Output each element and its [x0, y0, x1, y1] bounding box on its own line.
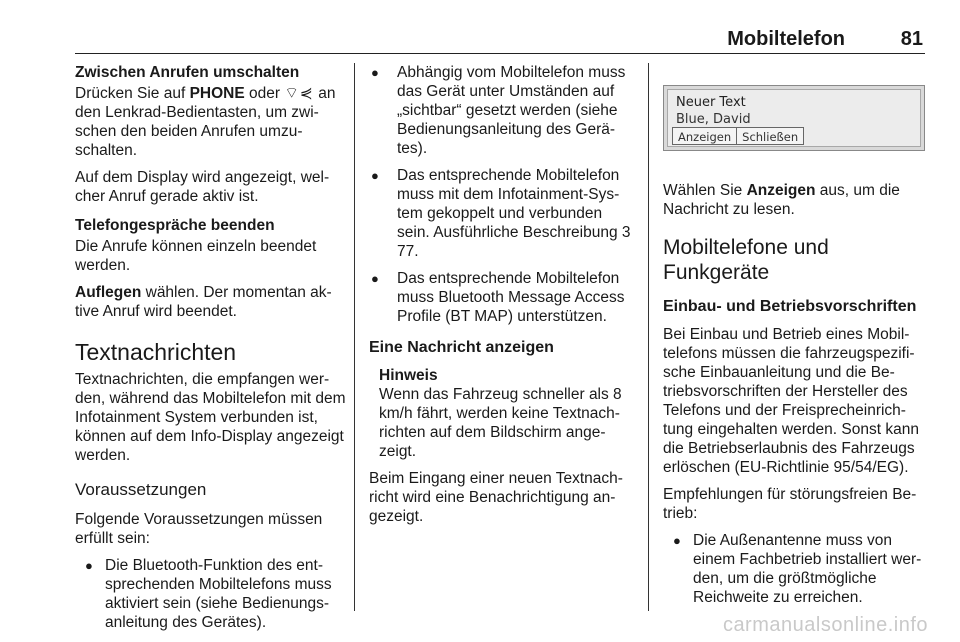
paragraph-switch-calls — [75, 84, 347, 160]
paragraph-installation: Bei Einbau und Betrieb eines Mobiltelefons müssen die fahrzeugspezifische Einbauanleitung und die Betriebsvorschriften der Hersteller des Telefons und der Freisprecheinrichtung eingehalten werden. Sonst kann die Betriebserlaubnis des Fahrzeugs erlöschen (EU-Richtlinie 95/54/EG). — [663, 326, 919, 476]
paragraph-hang-up — [75, 283, 347, 321]
paragraph-select-show — [663, 181, 928, 219]
column-2 — [369, 63, 637, 534]
header-divider — [75, 53, 925, 54]
list-item: ● Abhängig vom Mobiltelefon muss das Gerät unter Umständen auf „sichtbar“ gesetzt werden (siehe Bedienungsanleitung des Gerätes). — [369, 63, 637, 158]
hint-text: Wenn das Fahrzeug schneller als 8 km/h fährt, werden keine Textnachrichten auf dem Bildschirm angezeigt. — [379, 386, 622, 460]
text: Das entsprechende Mobiltelefon muss mit dem Infotainment-System gekoppelt und verbunden sein. Ausführliche Beschreibung — [397, 167, 622, 241]
paragraph-recommendations: Empfehlungen für störungsfreien Betrieb: — [663, 486, 917, 522]
column-3 — [663, 63, 928, 615]
text: Wählen Sie — [663, 182, 747, 199]
requirements-list — [75, 556, 347, 632]
display-title: Neuer Text — [676, 95, 746, 110]
heading-show-message: Eine Nachricht anzeigen — [369, 339, 554, 356]
show-button[interactable]: Anzeigen — [672, 127, 737, 145]
paragraph-requirements: Folgende Voraussetzungen müssen erfüllt sein: — [75, 511, 323, 547]
paragraph-end-calls: Die Anrufe können einzeln beendet werden. — [75, 238, 317, 274]
hang-up-label: Auflegen — [75, 284, 142, 301]
subheading-switch-calls: Zwischen Anrufen umschalten — [75, 64, 300, 81]
hint-box — [379, 366, 637, 461]
paragraph-notification: Beim Eingang einer neuen Textnachricht wird eine Benachrichtigung angezeigt. — [369, 470, 623, 525]
text: aus, um die Nachricht zu lesen. — [663, 182, 900, 218]
page-number: 81 — [900, 28, 923, 50]
display-sender: Blue, David — [676, 112, 751, 127]
text: wählen. Der momentan aktive Anruf wird beendet. — [75, 284, 332, 320]
recommendations-list — [663, 531, 928, 607]
paragraph-text-messages: Textnachrichten, die empfangen werden, während das Mobiltelefon mit dem Infotainment System verbunden ist, können auf dem Info-Display angezeigt werden. — [75, 371, 346, 464]
heading-installation-rules: Einbau- und Betriebsvorschriften — [663, 298, 917, 315]
list-item — [369, 166, 637, 261]
heading-requirements: Voraussetzungen — [75, 480, 207, 499]
show-label: Anzeigen — [746, 182, 816, 199]
watermark: carmanualsonline.info — [722, 614, 928, 636]
list-item: ● Die Außenantenne muss von einem Fachbetrieb installiert werden, um die größtmögliche Reichweite zu erreichen. — [663, 531, 928, 607]
display-screenshot — [663, 85, 925, 151]
page-reference-link[interactable]: 3 77. — [397, 224, 631, 260]
column-divider-2 — [648, 63, 649, 611]
heading-mobile-phones: Mobiltelefone und Funkgeräte — [663, 236, 829, 284]
hint-title: Hinweis — [379, 367, 438, 384]
phone-call-icon: ⌔⋞ — [284, 85, 314, 102]
text: Drücken Sie auf — [75, 85, 190, 102]
close-button[interactable]: Schließen — [736, 127, 804, 145]
text: oder — [244, 85, 285, 102]
text: an den Lenkrad-Bedientasten, um zwischen den beiden Anrufen umzuschalten. — [75, 85, 336, 159]
column-1 — [75, 63, 347, 640]
page-title: Mobiltelefon — [727, 28, 845, 50]
display-panel — [667, 89, 921, 147]
phone-key-label: PHONE — [189, 85, 245, 102]
subheading-end-calls: Telefongespräche beenden — [75, 217, 275, 234]
display-buttons — [672, 127, 803, 147]
list-item: ● Die Bluetooth-Funktion des entsprechenden Mobiltelefons muss aktiviert sein (siehe Bedienungsanleitung des Gerätes). — [75, 556, 347, 632]
heading-text-messages: Textnachrichten — [75, 339, 237, 365]
column-divider-1 — [354, 63, 355, 611]
paragraph-display-active: Auf dem Display wird angezeigt, welcher Anruf gerade aktiv ist. — [75, 169, 330, 205]
requirements-list-cont — [369, 63, 637, 326]
list-item: ● Das entsprechende Mobiltelefon muss Bluetooth Message Access Profile (BT MAP) unterstützen. — [369, 269, 637, 326]
page-header — [75, 26, 925, 52]
